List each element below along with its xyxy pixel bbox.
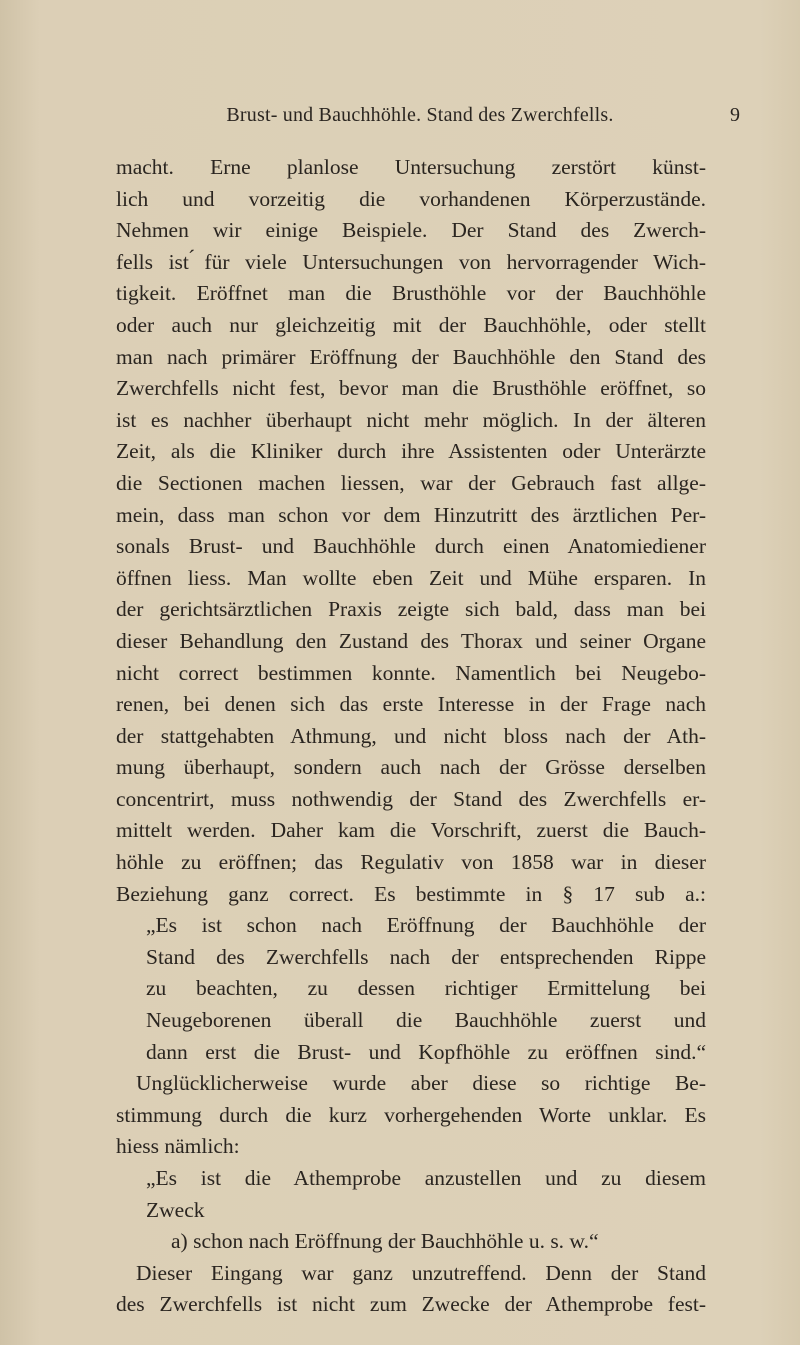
text-line: macht. Erne planlose Untersuchung zerstört künst- <box>116 155 706 179</box>
text-line: mein, dass man schon vor dem Hinzutritt des ärztlichen Per- <box>116 502 706 527</box>
text-line: ist es nachher überhaupt nicht mehr möglich. In der älteren <box>116 407 706 432</box>
text-line: oder auch nur gleichzeitig mit der Bauchhöhle, oder stellt <box>116 312 706 337</box>
quote-line: zu beachten, zu dessen richtiger Ermittelung bei <box>146 976 706 1001</box>
text-line: Unglücklicherweise wurde aber diese so richtige Be- <box>136 1071 706 1096</box>
quote-line: a) schon nach Eröffnung der Bauchhöhle u. s. w.“ <box>171 1229 599 1254</box>
quote-line: Neugeborenen überall die Bauchhöhle zuerst und <box>146 1008 706 1033</box>
text-line: mung überhaupt, sondern auch nach der Grösse derselben <box>116 755 706 780</box>
body-text <box>116 152 706 1321</box>
text-line: renen, bei denen sich das erste Interesse in der Frage nach <box>116 692 706 717</box>
text-line: mittelt werden. Daher kam die Vorschrift, zuerst die Bauch- <box>116 818 706 843</box>
text-line: hiess nämlich: <box>116 1134 240 1159</box>
text-line: sonals Brust- und Bauchhöhle durch einen Anatomiediener <box>116 534 706 559</box>
text-line: des Zwerchfells ist nicht zum Zwecke der Athemprobe fest- <box>116 1292 706 1317</box>
text-line: nicht correct bestimmen konnte. Namentlich bei Neugebo- <box>116 660 706 685</box>
text-line: der stattgehabten Athmung, und nicht bloss nach der Ath- <box>116 723 706 748</box>
text-line: Beziehung ganz correct. Es bestimmte in § 17 sub a.: <box>116 881 706 906</box>
text-line: Zeit, als die Kliniker durch ihre Assistenten oder Unterärzte <box>116 439 706 464</box>
page-number: 9 <box>730 104 740 126</box>
running-title: Brust- und Bauchhöhle. Stand des Zwerchfells. <box>226 104 614 126</box>
text-line: der gerichtsärztlichen Praxis zeigte sich bald, dass man bei <box>116 597 706 622</box>
quote-line: „Es ist die Athemprobe anzustellen und zu diesem <box>146 1166 706 1190</box>
text-line: die Sectionen machen liessen, war der Gebrauch fast allge- <box>116 470 706 495</box>
quote-line: Stand des Zwerchfells nach der entsprechenden Rippe <box>146 944 706 969</box>
quote-line: Zweck <box>146 1197 205 1222</box>
text-line: Zwerchfells nicht fest, bevor man die Brusthöhle eröffnet, so <box>116 376 706 401</box>
quote-line: dann erst die Brust- und Kopfhöhle zu eröffnen sind.“ <box>146 1039 706 1064</box>
text-line: fells ist ́für viele Untersuchungen von hervorragender Wich- <box>116 249 706 274</box>
text-line: man nach primärer Eröffnung der Bauchhöhle den Stand des <box>116 344 706 369</box>
text-line: lich und vorzeitig die vorhandenen Körperzustände. <box>116 186 706 211</box>
quote-line: „Es ist schon nach Eröffnung der Bauchhöhle der <box>146 913 706 938</box>
text-line: tigkeit. Eröffnet man die Brusthöhle vor der Bauchhöhle <box>116 281 706 306</box>
text-line: Nehmen wir einige Beispiele. Der Stand des Zwerch- <box>116 218 706 243</box>
text-line: stimmung durch die kurz vorhergehenden Worte unklar. Es <box>116 1102 706 1127</box>
text-line: höhle zu eröffnen; das Regulativ von 1858 war in dieser <box>116 850 706 875</box>
text-line: öffnen liess. Man wollte eben Zeit und Mühe ersparen. In <box>116 565 706 590</box>
text-line: dieser Behandlung den Zustand des Thorax und seiner Organe <box>116 628 706 653</box>
text-line: concentrirt, muss nothwendig der Stand des Zwerchfells er- <box>116 786 706 811</box>
text-line: Dieser Eingang war ganz unzutreffend. Denn der Stand <box>136 1260 706 1285</box>
